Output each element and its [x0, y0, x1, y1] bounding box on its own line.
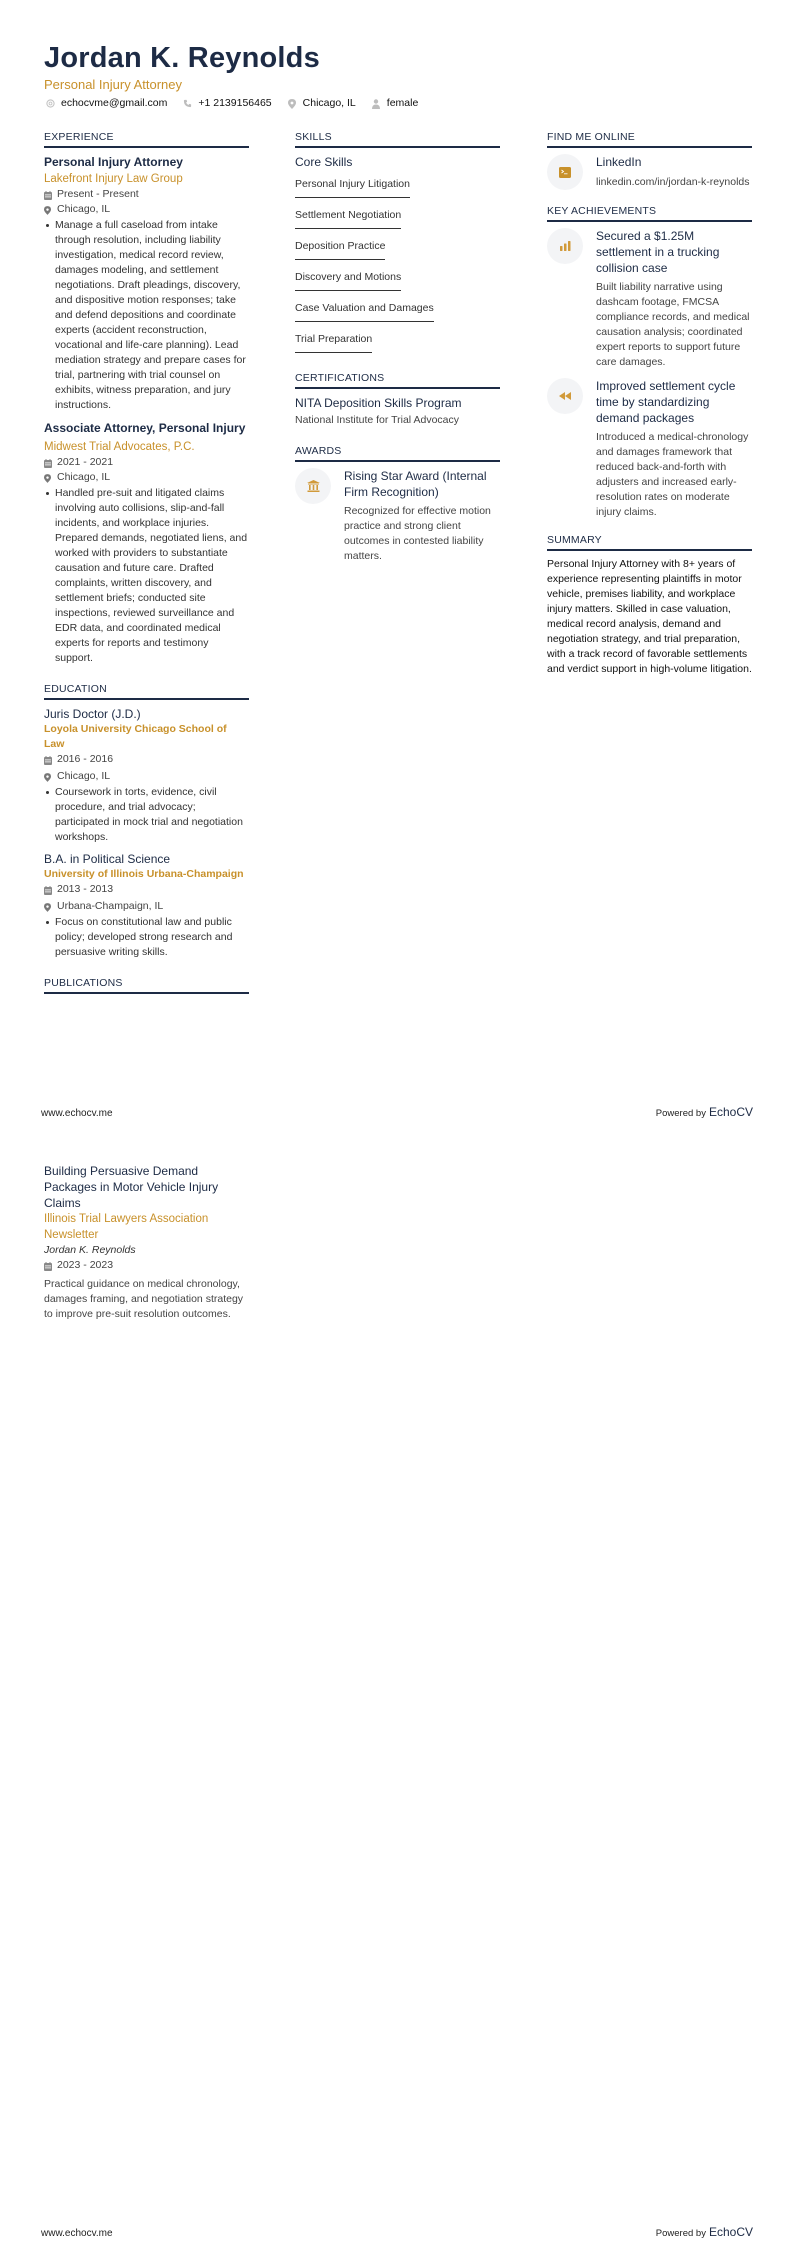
experience-item [44, 420, 249, 666]
skill-item: Discovery and Motions [295, 271, 401, 291]
award-description: Recognized for effective motion practice and strong client outcomes in contested liability matters. [344, 505, 491, 562]
publication-publisher: Illinois Trial Lawyers Association Newsletter [44, 1213, 209, 1241]
section-title-experience: EXPERIENCE [44, 131, 249, 148]
publication-description: Practical guidance on medical chronology, damages framing, and negotiation strategy to improve pre-suit resolution outcomes. [44, 1278, 244, 1320]
online-profile-label: LinkedIn [596, 155, 642, 169]
footer-website[interactable]: www.echocv.me [41, 2228, 113, 2239]
achievement-description: Introduced a medical-chronology and damages framework that reduced back-and-forth with adjusters and increased early-resolution rates on moderate injury claims. [596, 431, 749, 518]
job-title: Personal Injury Attorney [44, 155, 183, 169]
certification-item [295, 395, 500, 428]
contact-email-text: echocvme@gmail.com [61, 97, 168, 109]
institution-icon [295, 468, 331, 504]
skill-item: Personal Injury Litigation [295, 178, 410, 198]
section-title-publications: PUBLICATIONS [44, 977, 249, 994]
achievement-description: Built liability narrative using dashcam footage, FMCSA compliance records, and medical causation analysis; coordinated expert reports to support future care damages. [596, 281, 750, 368]
skill-item: Settlement Negotiation [295, 209, 401, 229]
job-location: Chicago, IL [44, 470, 249, 485]
achievement-title: Secured a $1.25M settlement in a trucking collision case [596, 229, 720, 275]
award-title: Rising Star Award (Internal Firm Recognition) [344, 469, 487, 499]
skill-list [295, 174, 500, 360]
education-item [44, 851, 249, 960]
contact-gender [370, 97, 419, 109]
education-bullet: Focus on constitutional law and public policy; developed strong research and persuasive writing skills. [44, 915, 249, 960]
location-icon [44, 902, 52, 911]
bar-chart-icon [547, 228, 583, 264]
job-bullets [44, 486, 249, 666]
calendar-icon [44, 458, 52, 467]
location-icon [44, 473, 52, 482]
candidate-name: Jordan K. Reynolds [44, 42, 320, 74]
section-title-certifications: CERTIFICATIONS [295, 372, 500, 389]
certification-name: NITA Deposition Skills Program [295, 396, 462, 410]
publications-section [44, 977, 249, 994]
contact-phone-text: +1 2139156465 [198, 97, 272, 109]
education-bullet: Coursework in torts, evidence, civil procedure, and trial advocacy; participated in mock trial and negotiation workshops. [44, 785, 249, 845]
job-dates: 2021 - 2021 [44, 455, 249, 470]
education-item [44, 706, 249, 845]
job-bullet: Manage a full caseload from intake through resolution, including liability investigation, medical record review, damages modeling, and settlement negotiations. Draft pleadings, discovery, and dispositive motion responses; take and defend depositions and coordinate experts (accident reconstruction, vocational and life-care planning). Lead mediation strategy and prepare cases for trial, partnering with trial counsel on exhibits, witness preparation, and jury instructions. [44, 218, 249, 413]
section-title-skills: SKILLS [295, 131, 500, 148]
experience-item [44, 154, 249, 413]
certifications-section [295, 372, 500, 428]
at-icon [46, 99, 55, 108]
achievement-item [547, 228, 752, 370]
online-section [547, 131, 752, 190]
rewind-icon [547, 378, 583, 414]
publication-author: Jordan K. Reynolds [44, 1244, 136, 1256]
section-title-online: FIND ME ONLINE [547, 131, 752, 148]
footer-powered: Powered by EchoCV [655, 2225, 753, 2239]
calendar-icon [44, 1261, 52, 1270]
candidate-headline: Personal Injury Attorney [44, 77, 183, 92]
location-icon [288, 99, 297, 108]
education-location: Chicago, IL [44, 769, 249, 784]
location-icon [44, 772, 52, 781]
contact-email[interactable] [44, 97, 167, 109]
footer-brand[interactable]: EchoCV [708, 1105, 753, 1119]
job-bullets [44, 218, 249, 413]
page-footer-2 [41, 2225, 753, 2239]
skill-item: Case Valuation and Damages [295, 302, 434, 322]
publication-item [44, 1163, 249, 1322]
section-title-achievements: KEY ACHIEVEMENTS [547, 205, 752, 222]
calendar-icon [44, 755, 52, 764]
skill-item: Trial Preparation [295, 333, 372, 353]
summary-section [547, 534, 752, 677]
job-location: Chicago, IL [44, 202, 249, 217]
company-name: Midwest Trial Advocates, P.C. [44, 441, 195, 453]
education-dates: 2016 - 2016 [44, 752, 249, 767]
job-bullet: Handled pre-suit and litigated claims involving auto collisions, slip-and-fall incidents, and workplace injuries. Prepared demands, negotiated liens, and worked with providers to substantiate causation and future care. Drafted complaints, written discovery, and settlement briefs; conducted site inspections, reviewed surveillance and EDR data, and coordinated medical experts for reports and testimony support. [44, 486, 249, 666]
skills-section [295, 131, 500, 360]
award-item [295, 468, 500, 564]
contact-location-text: Chicago, IL [302, 97, 356, 109]
contact-phone[interactable] [181, 97, 271, 109]
degree: Juris Doctor (J.D.) [44, 707, 141, 721]
publications-continued [44, 1163, 249, 1322]
contact-gender-text: female [386, 97, 419, 109]
achievement-title: Improved settlement cycle time by standardizing demand packages [596, 379, 736, 425]
skill-item: Deposition Practice [295, 240, 385, 260]
contact-location [286, 97, 356, 109]
school-name: Loyola University Chicago School of Law [44, 723, 227, 750]
footer-brand[interactable]: EchoCV [708, 2225, 753, 2239]
right-column [547, 131, 752, 677]
footer-website[interactable]: www.echocv.me [41, 1108, 113, 1119]
contact-list [44, 97, 432, 109]
middle-column [295, 131, 500, 572]
page-footer [41, 1105, 753, 1119]
left-column [44, 131, 249, 1000]
location-icon [44, 205, 52, 214]
person-icon [372, 99, 381, 108]
school-name: University of Illinois Urbana-Champaign [44, 868, 244, 880]
education-dates: 2013 - 2013 [44, 882, 249, 897]
skill-group-title: Core Skills [295, 155, 353, 169]
footer-powered: Powered by EchoCV [655, 1105, 753, 1119]
summary-text: Personal Injury Attorney with 8+ years of experience representing plaintiffs in motor vehicle, premises liability, and workplace injury matters. Skilled in case valuation, medical record analysis, demand and negotiation strategy, and trial preparation, with a track record of favorable settlements and verdict support in high-volume litigation. [547, 558, 752, 675]
education-section [44, 683, 249, 960]
online-profile-url[interactable]: linkedin.com/in/jordan-k-reynolds [596, 176, 750, 188]
awards-section [295, 445, 500, 564]
job-dates: Present - Present [44, 187, 249, 202]
education-bullets [44, 785, 249, 845]
education-bullets [44, 915, 249, 960]
education-location: Urbana-Champaign, IL [44, 899, 249, 914]
certification-issuer: National Institute for Trial Advocacy [295, 414, 459, 426]
company-name: Lakefront Injury Law Group [44, 173, 183, 185]
experience-section [44, 131, 249, 666]
section-title-education: EDUCATION [44, 683, 249, 700]
achievement-item [547, 378, 752, 520]
section-title-awards: AWARDS [295, 445, 500, 462]
publication-title: Building Persuasive Demand Packages in Motor Vehicle Injury Claims [44, 1164, 219, 1210]
job-title: Associate Attorney, Personal Injury [44, 421, 246, 435]
section-title-summary: SUMMARY [547, 534, 752, 551]
publication-dates: 2023 - 2023 [44, 1258, 249, 1273]
calendar-icon [44, 885, 52, 894]
calendar-icon [44, 190, 52, 199]
phone-icon [183, 99, 192, 108]
online-profile-item[interactable] [547, 154, 752, 190]
achievements-section [547, 205, 752, 520]
degree: B.A. in Political Science [44, 852, 171, 866]
linkedin-icon [547, 154, 583, 190]
